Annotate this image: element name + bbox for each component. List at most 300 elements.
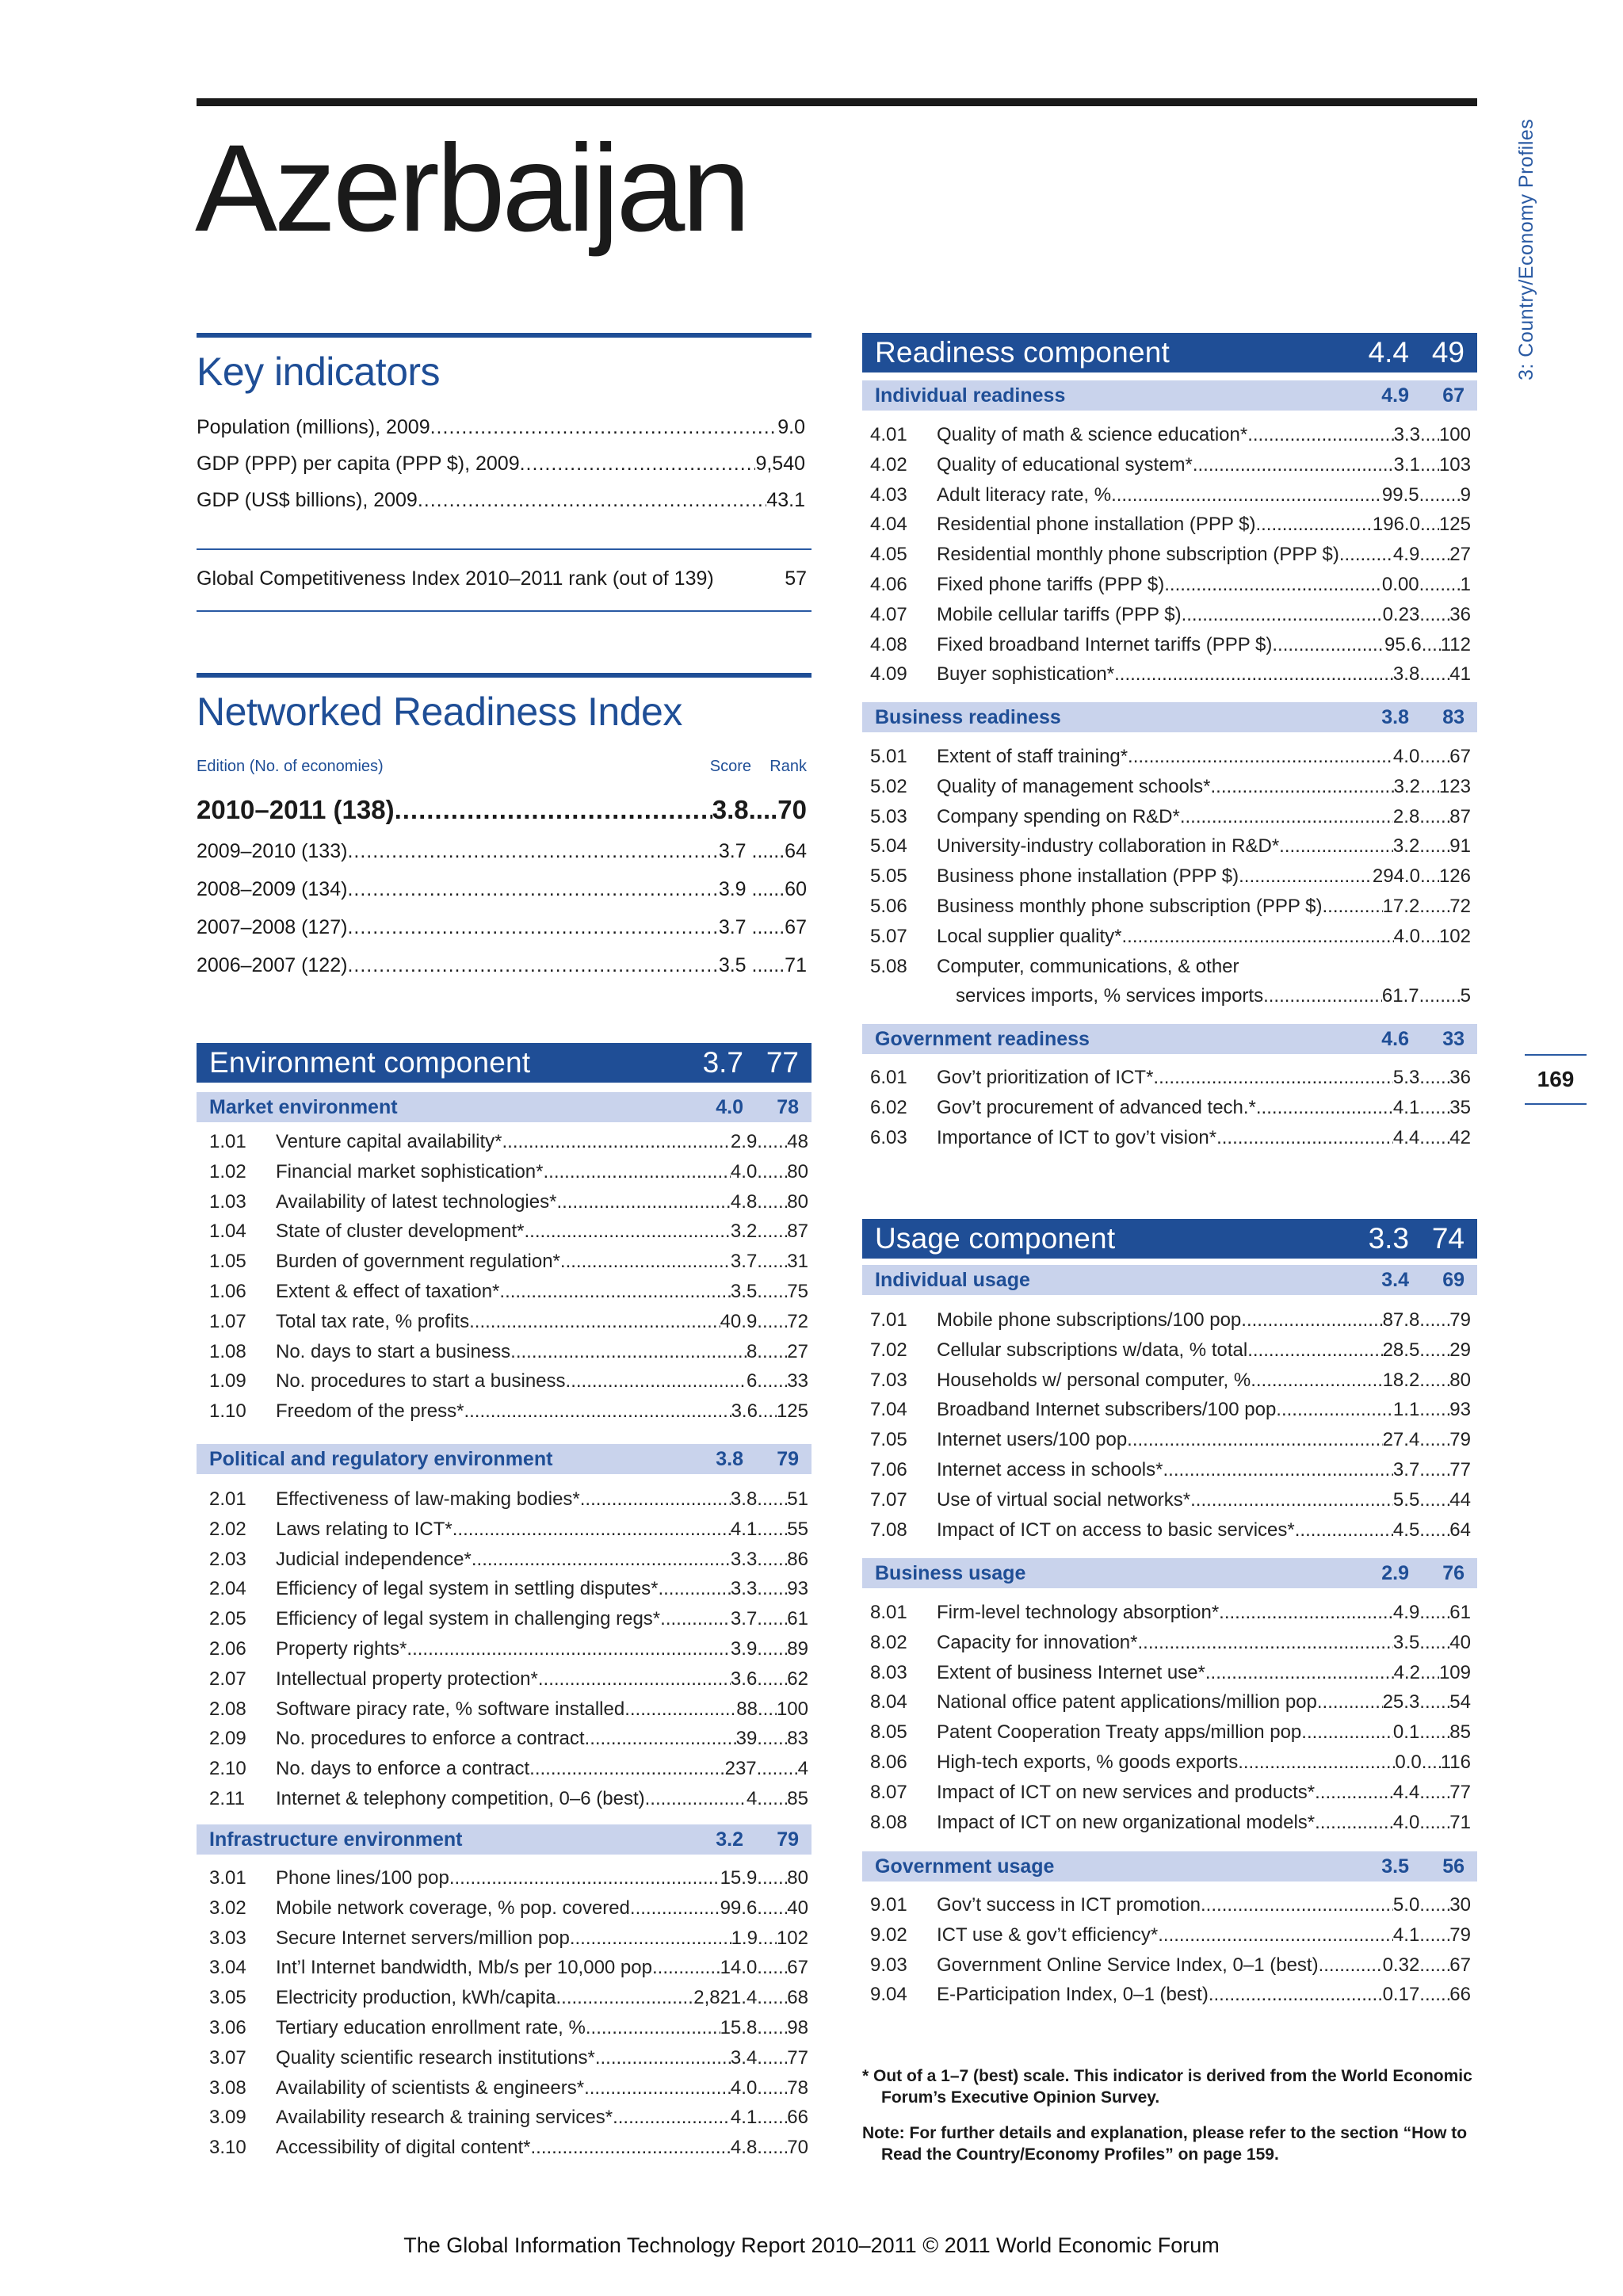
indicator-name: Cellular subscriptions w/data, % total — [937, 1339, 1248, 1361]
indicator-code: 4.08 — [870, 633, 907, 655]
market-environment-list — [209, 1127, 808, 1427]
indicator-code: 3.08 — [209, 2076, 246, 2099]
dot-leader — [1419, 1455, 1449, 1485]
market-environment-bar: Market environment 4.0 78 — [197, 1092, 812, 1122]
indicator-rank: 67 — [1449, 746, 1471, 767]
indicator-name: Availability of scientists & engineers* — [276, 2076, 585, 2099]
dot-leader — [1247, 1305, 1383, 1335]
indicator-score: 3.7 — [730, 1251, 758, 1273]
indicator-rank: 71 — [1449, 1811, 1471, 1833]
dot-leader — [757, 1664, 787, 1694]
indicator-name: Availability research & training services* — [276, 2107, 613, 2129]
key-indicator-row — [197, 409, 805, 445]
indicator-row — [209, 2013, 808, 2043]
indicator-rank: 72 — [1449, 895, 1471, 917]
indicator-row — [209, 1247, 808, 1277]
dot-leader — [757, 2043, 787, 2073]
indicator-name: Capacity for innovation* — [937, 1631, 1138, 1653]
key-indicators-section — [197, 333, 812, 395]
indicator-score: 3.9 — [730, 1637, 758, 1660]
key-indicator-value: 43.1 — [766, 489, 805, 511]
dot-leader — [1419, 1920, 1449, 1950]
indicator-name: Fixed phone tariffs (PPP $) — [937, 573, 1165, 595]
dot-leader — [585, 1724, 736, 1754]
indicator-row — [209, 1863, 808, 1893]
indicator-code: 6.01 — [870, 1067, 907, 1088]
indicator-code: 8.03 — [870, 1661, 907, 1683]
indicator-rank: 78 — [787, 2076, 808, 2099]
dot-leader — [757, 1893, 787, 1924]
indicator-name: No. procedures to enforce a contract — [276, 1728, 585, 1750]
indicator-row — [870, 659, 1471, 690]
footnotes — [862, 2065, 1474, 2165]
dot-leader — [1163, 1455, 1392, 1485]
indicator-row — [209, 1127, 808, 1157]
indicator-rank: 79 — [1449, 1924, 1471, 1946]
indicator-rank: 79 — [1449, 1429, 1471, 1451]
dot-leader — [758, 1396, 777, 1427]
edition-header: Edition (No. of economies) — [197, 758, 384, 775]
indicator-name: Firm-level technology absorption* — [937, 1602, 1220, 1623]
dot-leader — [469, 1307, 720, 1337]
indicator-score: 4.4 — [1392, 1781, 1420, 1803]
indicator-code: 3.04 — [209, 1957, 246, 1979]
key-indicator-label: GDP (PPP) per capita (PPP $), 2009 — [197, 453, 520, 475]
indicator-score: 14.0 — [720, 1957, 758, 1979]
dot-leader — [1419, 831, 1449, 861]
indicator-rank: 27 — [1449, 544, 1471, 566]
indicator-rank: 5 — [1460, 985, 1471, 1007]
dot-leader — [1419, 1395, 1449, 1425]
indicator-score: 3.2 — [730, 1221, 758, 1243]
indicator-rank: 55 — [787, 1518, 808, 1540]
score-header: Score — [709, 758, 751, 775]
country-title: Azerbaijan — [195, 120, 748, 258]
indicator-score: 99.6 — [720, 1897, 758, 1919]
indicator-row — [870, 1305, 1471, 1335]
indicator-score: 4.0 — [1392, 1811, 1420, 1833]
asterisk-note: * Out of a 1–7 (best) scale. This indicator is derived from the World Economic Forum’s Executive Opinion Survey. — [862, 2067, 1472, 2107]
nri-score-rank: 3.7 ......67 — [718, 916, 807, 938]
indicator-name: Buyer sophistication* — [937, 663, 1115, 686]
indicator-row — [209, 1604, 808, 1634]
indicator-row — [209, 1664, 808, 1694]
indicator-code: 7.05 — [870, 1429, 907, 1451]
indicator-code: 8.02 — [870, 1631, 907, 1653]
indicator-code: 7.07 — [870, 1488, 907, 1511]
indicator-name: Electricity production, kWh/capita — [276, 1987, 556, 2009]
dot-leader — [757, 1484, 787, 1515]
indicator-row — [870, 1598, 1471, 1628]
indicator-rank: 72 — [787, 1310, 808, 1332]
indicator-rank: 91 — [1449, 835, 1471, 858]
indicator-name: Internet users/100 pop. — [937, 1429, 1132, 1451]
indicator-row — [870, 1808, 1471, 1838]
dot-leader — [1132, 1425, 1383, 1455]
dot-leader — [595, 2043, 731, 2073]
indicator-rank: 36 — [1449, 1067, 1471, 1088]
indicator-row — [209, 1545, 808, 1575]
dot-leader — [1419, 480, 1461, 510]
indicator-name: Total tax rate, % profits — [276, 1310, 470, 1332]
indicator-rank: 112 — [1440, 633, 1471, 655]
dot-leader — [1180, 802, 1393, 832]
indicator-score: 4.8 — [730, 2137, 758, 2159]
indicator-name: Accessibility of digital content* — [276, 2137, 531, 2159]
nri-column-headers — [197, 758, 807, 776]
indicator-score: 39 — [735, 1728, 758, 1750]
indicator-score: 1.1 — [1392, 1399, 1420, 1421]
indicator-row — [209, 1515, 808, 1545]
dot-leader — [1255, 510, 1372, 540]
dot-leader — [502, 1127, 731, 1157]
indicator-name: Gov’t procurement of advanced tech.* — [937, 1096, 1256, 1118]
indicator-row — [870, 1890, 1471, 1920]
indicator-rank: 86 — [787, 1548, 808, 1570]
dot-leader — [1211, 772, 1394, 802]
indicator-row — [209, 1924, 808, 1954]
dot-leader — [1219, 1598, 1393, 1628]
dot-leader — [455, 1863, 720, 1893]
dot-leader — [1419, 1063, 1449, 1093]
dot-leader — [1419, 1598, 1449, 1628]
indicator-row — [209, 1217, 808, 1247]
indicator-score: 3.7 — [1392, 1458, 1420, 1480]
dot-leader — [1419, 1515, 1449, 1545]
dot-leader — [566, 1366, 747, 1396]
indicator-rank: 67 — [1449, 1954, 1471, 1976]
indicator-name: University-industry collaboration in R&D* — [937, 835, 1280, 858]
indicator-code: 5.04 — [870, 835, 907, 858]
indicator-row — [209, 1187, 808, 1217]
indicator-name: Computer, communications, & other — [937, 955, 1239, 977]
indicator-score: 0.17 — [1382, 1984, 1420, 2006]
indicator-name: Gov’t prioritization of ICT* — [937, 1067, 1154, 1088]
indicator-score: 5.3 — [1392, 1067, 1420, 1088]
indicator-name: Households w/ personal computer, % — [937, 1369, 1251, 1391]
indicator-rank: 40 — [1449, 1631, 1471, 1653]
individual-readiness-list — [870, 420, 1471, 690]
dot-leader — [1315, 1808, 1393, 1838]
dot-leader — [645, 1784, 747, 1814]
indicator-code: 2.10 — [209, 1758, 246, 1780]
dot-leader — [1419, 981, 1461, 1011]
dot-leader — [1137, 1628, 1392, 1658]
indicator-score: 40.9 — [720, 1310, 758, 1332]
indicator-score: 4.1 — [730, 2107, 758, 2129]
indicator-row — [870, 1123, 1471, 1153]
indicator-code: 4.05 — [870, 544, 907, 566]
indicator-code: 7.06 — [870, 1458, 907, 1480]
indicator-code: 2.02 — [209, 1518, 246, 1540]
dot-leader — [1419, 1305, 1449, 1335]
indicator-name: Freedom of the press* — [276, 1400, 464, 1423]
indicator-name: Secure Internet servers/million pop. — [276, 1927, 575, 1949]
nri-title: Networked Readiness Index — [197, 690, 682, 734]
indicator-code: 5.01 — [870, 746, 907, 767]
indicator-name: No. procedures to start a business — [276, 1370, 566, 1392]
infrastructure-environment-bar: Infrastructure environment 3.2 79 — [197, 1824, 812, 1855]
indicator-rank: 100 — [776, 1698, 808, 1720]
indicator-code: 7.01 — [870, 1309, 907, 1331]
indicator-score: 27.4 — [1382, 1429, 1420, 1451]
indicator-score: 2.8 — [1392, 805, 1420, 827]
indicator-rank: 77 — [1449, 1458, 1471, 1480]
indicator-name: ICT use & gov’t efficiency* — [937, 1924, 1159, 1946]
indicator-code: 2.07 — [209, 1668, 246, 1690]
indicator-row — [870, 480, 1471, 510]
dot-leader — [757, 1863, 787, 1893]
dot-leader — [1419, 1717, 1449, 1748]
dot-leader — [584, 2073, 731, 2103]
indicator-row — [870, 1687, 1471, 1717]
dot-leader — [1419, 1778, 1449, 1808]
indicator-rank: 126 — [1438, 865, 1471, 888]
indicator-code: 1.03 — [209, 1190, 246, 1213]
indicator-code: 2.11 — [209, 1787, 245, 1809]
page-footer: The Global Information Technology Report 2010–2011 © 2011 World Economic Forum — [403, 2233, 1220, 2257]
indicator-code: 3.09 — [209, 2107, 246, 2129]
indicator-row — [870, 1515, 1471, 1545]
indicator-code: 3.01 — [209, 1867, 246, 1889]
indicator-score: 294.0 — [1372, 865, 1420, 888]
dot-leader — [407, 1634, 731, 1664]
dot-leader — [1420, 510, 1439, 540]
dot-leader — [1419, 1687, 1449, 1717]
indicator-code: 6.03 — [870, 1126, 907, 1148]
dot-leader — [556, 1983, 693, 2013]
nri-history-row — [197, 946, 807, 984]
indicator-row — [870, 952, 1471, 982]
indicator-name: No. days to enforce a contract — [276, 1758, 530, 1780]
indicator-name: Use of virtual social networks* — [937, 1488, 1191, 1511]
indicator-rank: 87 — [787, 1221, 808, 1243]
government-usage-bar: Government usage 3.5 56 — [862, 1851, 1477, 1881]
indicator-score: 0.1 — [1392, 1721, 1420, 1744]
indicator-code: 8.06 — [870, 1751, 907, 1773]
indicator-score: 5.5 — [1392, 1488, 1420, 1511]
nri-history-row — [197, 832, 807, 870]
indicator-row — [870, 1063, 1471, 1093]
indicator-row — [209, 1983, 808, 2013]
indicator-code: 9.02 — [870, 1924, 907, 1946]
indicator-code: 2.08 — [209, 1698, 246, 1720]
indicator-rank: 125 — [776, 1400, 808, 1423]
dot-leader — [1315, 1778, 1393, 1808]
indicator-row — [870, 1980, 1471, 2010]
indicator-rank: 100 — [1438, 424, 1471, 445]
dot-leader — [1281, 1395, 1393, 1425]
dot-leader — [1420, 772, 1439, 802]
dot-leader — [1216, 1123, 1393, 1153]
indicator-rank: 66 — [787, 2107, 808, 2129]
indicator-row — [209, 1724, 808, 1754]
indicator-name: Extent & effect of taxation* — [276, 1280, 500, 1302]
dot-leader — [1247, 420, 1393, 450]
indicator-row — [870, 981, 1471, 1011]
indicator-name: Quality of management schools* — [937, 775, 1211, 797]
indicator-code: 8.01 — [870, 1602, 907, 1623]
indicator-code: 8.08 — [870, 1811, 907, 1833]
indicator-code: 5.08 — [870, 955, 907, 977]
dot-leader — [757, 2103, 787, 2133]
indicator-row — [870, 1425, 1471, 1455]
indicator-name: Judicial independence* — [276, 1548, 472, 1570]
indicator-row — [870, 1658, 1471, 1688]
indicator-score: 4.9 — [1392, 544, 1420, 566]
indicator-code: 1.01 — [209, 1131, 246, 1152]
indicator-row — [870, 1485, 1471, 1515]
business-readiness-bar: Business readiness 3.8 83 — [862, 702, 1477, 732]
indicator-row — [209, 1784, 808, 1814]
indicator-name: No. days to start a business — [276, 1340, 511, 1362]
dot-leader — [757, 2073, 787, 2103]
dot-leader — [1111, 480, 1382, 510]
dot-leader — [1419, 1485, 1449, 1515]
business-readiness-list — [870, 742, 1471, 1011]
dot-leader — [1121, 922, 1393, 952]
dot-leader — [1419, 1808, 1449, 1838]
indicator-score: 61.7 — [1381, 985, 1419, 1007]
indicator-row — [870, 1778, 1471, 1808]
dot-leader — [544, 1157, 731, 1187]
indicator-code: 1.02 — [209, 1160, 246, 1182]
dot-leader — [624, 1694, 736, 1725]
dot-leader — [1322, 892, 1382, 922]
indicator-code: 5.07 — [870, 925, 907, 947]
indicator-code: 4.01 — [870, 424, 907, 445]
indicator-score: 0.0 — [1395, 1751, 1422, 1773]
indicator-code: 4.06 — [870, 573, 907, 595]
dot-leader — [575, 1924, 731, 1954]
indicator-name: Mobile phone subscriptions/100 pop. — [937, 1309, 1247, 1331]
dot-leader — [1272, 630, 1384, 660]
dot-leader — [1419, 1890, 1449, 1920]
indicator-row — [870, 510, 1471, 540]
indicator-code: 2.01 — [209, 1488, 246, 1510]
infrastructure-environment-list — [209, 1863, 808, 2163]
indicator-rank: 61 — [1449, 1602, 1471, 1623]
indicator-name: Government Online Service Index, 0–1 (best) — [937, 1954, 1319, 1976]
indicator-row — [870, 420, 1471, 450]
indicator-code: 5.05 — [870, 865, 907, 888]
dot-leader — [1319, 1950, 1383, 1981]
indicator-score: 3.5 — [1392, 1631, 1420, 1653]
dot-leader — [757, 1217, 787, 1247]
indicator-row — [870, 1717, 1471, 1748]
indicator-row — [209, 2133, 808, 2163]
top-rule — [197, 98, 1477, 106]
dot-leader — [529, 1754, 724, 1784]
indicator-code: 6.02 — [870, 1096, 907, 1118]
dot-leader — [757, 2133, 787, 2163]
indicator-row — [870, 831, 1471, 861]
dot-leader — [418, 482, 766, 518]
indicator-name: Impact of ICT on access to basic services* — [937, 1519, 1295, 1541]
dot-leader — [1419, 1628, 1449, 1658]
dot-leader — [1419, 802, 1449, 832]
indicator-rank: 125 — [1438, 514, 1471, 536]
dot-leader — [652, 1953, 720, 1983]
indicator-score: 5.0 — [1392, 1894, 1420, 1916]
indicator-rank: 98 — [787, 2016, 808, 2038]
indicator-name: Financial market sophistication* — [276, 1160, 544, 1182]
indicator-code: 7.02 — [870, 1339, 907, 1361]
side-section-label: 3: Country/Economy Profiles — [1515, 118, 1537, 380]
indicator-score: 3.3 — [1393, 424, 1420, 445]
indicator-code: 1.04 — [209, 1221, 246, 1243]
dot-leader — [1419, 659, 1449, 690]
dot-leader — [464, 1396, 731, 1427]
dot-leader — [347, 908, 718, 946]
indicator-rank: 54 — [1449, 1691, 1471, 1713]
indicator-rank: 77 — [1449, 1781, 1471, 1803]
indicator-score: 3.3 — [730, 1578, 758, 1600]
indicator-score: 3.1 — [1393, 453, 1420, 476]
indicator-rank: 31 — [787, 1251, 808, 1273]
dot-leader — [758, 1694, 777, 1725]
indicator-code: 4.07 — [870, 603, 907, 625]
dot-leader — [1164, 570, 1382, 600]
dot-leader — [1263, 981, 1382, 1011]
dot-leader — [757, 1187, 787, 1217]
dot-leader — [1295, 1515, 1393, 1545]
dot-leader — [1419, 540, 1449, 570]
indicator-rank: 51 — [787, 1488, 808, 1510]
dot-leader — [1420, 450, 1439, 480]
nri-edition: 2006–2007 (122) — [197, 954, 348, 976]
indicator-score: 4.9 — [1392, 1602, 1420, 1623]
indicator-rank: 85 — [787, 1787, 808, 1809]
nri-section — [197, 673, 812, 735]
dot-leader — [1239, 861, 1373, 892]
indicator-row — [870, 742, 1471, 772]
indicator-score: 3.6 — [730, 1668, 758, 1690]
indicator-code: 4.02 — [870, 453, 907, 476]
indicator-name: Laws relating to ICT* — [276, 1518, 453, 1540]
dot-leader — [757, 1634, 787, 1664]
indicator-code: 3.06 — [209, 2016, 246, 2038]
dot-leader — [1251, 1366, 1382, 1396]
indicator-name: Intellectual property protection* — [276, 1668, 538, 1690]
indicator-row — [870, 1748, 1471, 1778]
indicator-code: 4.09 — [870, 663, 907, 686]
indicator-code: 2.03 — [209, 1548, 246, 1570]
dot-leader — [1419, 1093, 1449, 1123]
indicator-code: 2.05 — [209, 1608, 246, 1630]
indicator-name: Property rights* — [276, 1637, 407, 1660]
indicator-rank: 64 — [1449, 1519, 1471, 1541]
dot-leader — [757, 1366, 787, 1396]
rank-header: Rank — [769, 758, 807, 775]
indicator-name: Patent Cooperation Treaty apps/million pop — [937, 1721, 1302, 1744]
indicator-code: 2.06 — [209, 1637, 246, 1660]
indicator-name: Tertiary education enrollment rate, % — [276, 2016, 586, 2038]
indicator-rank: 9 — [1460, 483, 1471, 506]
key-indicators-list — [197, 409, 805, 518]
indicator-name: Phone lines/100 pop. — [276, 1867, 455, 1889]
indicator-rank: 116 — [1440, 1751, 1471, 1773]
nri-score-rank: 3.7 ......64 — [718, 840, 807, 862]
indicator-score: 4.0 — [1392, 746, 1420, 767]
dot-leader — [1419, 1950, 1449, 1981]
government-readiness-list — [870, 1063, 1471, 1152]
indicator-score: 3.2 — [1393, 775, 1420, 797]
indicator-code: 3.02 — [209, 1897, 246, 1919]
indicator-row — [209, 1574, 808, 1604]
indicator-name: Impact of ICT on new organizational models* — [937, 1811, 1316, 1833]
indicator-name: High-tech exports, % goods exports — [937, 1751, 1239, 1773]
